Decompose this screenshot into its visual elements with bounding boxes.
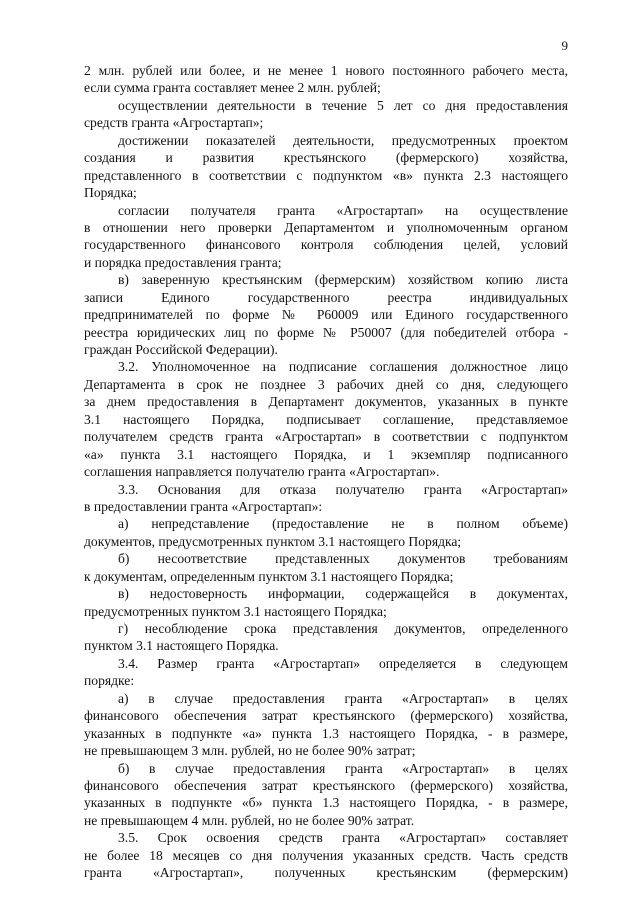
text-line: б) несоответствие представленных документов требованиям [118,551,568,567]
text-line: не превышающем 3 млн. рублей, но не более 90% затрат; [84,743,416,759]
text-line: финансового обеспечения затрат крестьянского (фермерского) хозяйства, [84,708,568,724]
text-line: предпринимателей по форме № Р60009 или Единого государственного [84,307,568,323]
text-line: гранта «Агростартап», полученных крестьянским (фермерским) [84,865,568,881]
text-line: предусмотренных пунктом 3.1 настоящего Порядка; [84,603,387,619]
text-line: 3.1 настоящего Порядка, подписывает соглашение, представляемое [84,411,568,427]
text-line: в предоставлении гранта «Агростартап»: [84,498,323,514]
text-line: пунктом 3.1 настоящего Порядка. [84,638,279,654]
text-line: документов, предусмотренных пунктом 3.1 настоящего Порядка; [84,533,462,549]
text-line: финансового обеспечения затрат крестьянского (фермерского) хозяйства, [84,777,568,793]
text-line: за днем предоставления в Департамент документов, указанных в пункте [84,394,568,410]
text-line: средств гранта «Агростартап»; [84,115,264,131]
text-line: 3.2. Уполномоченное на подписание соглашения должностное лицо [118,359,568,375]
text-line: б) в случае предоставления гранта «Агростартап» в целях [118,760,568,776]
text-line: и порядка предоставления гранта; [84,254,282,270]
text-line: достижении показателей деятельности, предусмотренных проектом [118,132,568,148]
text-line: создания и развития крестьянского (фермерского) хозяйства, [84,150,568,166]
text-line: государственного финансового контроля соблюдения целей, условий [84,237,568,253]
text-line: 3.4. Размер гранта «Агростартап» определяется в следующем [118,655,568,671]
text-line: граждан Российской Федерации). [84,342,278,357]
text-line: если сумма гранта составляет менее 2 млн. рублей; [84,80,381,96]
text-line: указанных в подпункте «а» пункта 1.3 настоящего Порядка, - в размере, [84,725,568,741]
text-line: 3.3. Основания для отказа получателю гранта «Агростартап» [118,481,568,497]
text-line: Департамента в срок не позднее 3 рабочих дней со дня, следующего [84,376,568,392]
text-line: в отношении него проверки Департаментом и уполномоченным органом [84,219,568,235]
text-line: осуществлении деятельности в течение 5 лет со дня предоставления [118,97,568,113]
text-line: порядке: [84,673,135,689]
text-line: а) в случае предоставления гранта «Агростартап» в целях [118,690,568,706]
text-line: в) заверенную крестьянским (фермерским) хозяйством копию листа [118,272,568,288]
text-line: 3.5. Срок освоения средств гранта «Агростартап» составляет [118,830,568,846]
text-line: Порядка; [84,185,137,201]
text-line: «а» пункта 3.1 настоящего Порядка, и 1 экземпляр подписанного [84,446,568,462]
text-line: реестра юридических лиц по форме № Р50007 (для победителей отбора - [84,324,568,340]
text-line: представленного в соответствии с подпунктом «в» пункта 2.3 настоящего [84,167,568,183]
text-line: указанных в подпункте «б» пункта 1.3 настоящего Порядка, - в размере, [84,795,568,811]
text-line: не превышающем 4 млн. рублей, но не более 90% затрат. [84,812,415,828]
text-line: записи Единого государственного реестра индивидуальных [84,289,568,305]
text-line: а) непредставление (предоставление не в полном объеме) [118,516,568,532]
text-line: получателем средств гранта «Агростартап» в соответствии с подпунктом [84,429,568,445]
text-line: соглашения направляется получателю гранта «Агростартап». [84,464,440,480]
document-body [84,62,568,882]
page-number: 9 [561,38,568,53]
text-line: 2 млн. рублей или более, и не менее 1 нового постоянного рабочего места, [84,63,568,78]
text-line: не более 18 месяцев со дня получения указанных средств. Часть средств [84,847,568,863]
text-line: согласии получателя гранта «Агростартап» на осуществление [118,202,568,218]
text-line: в) недостоверность информации, содержащейся в документах, [118,586,568,602]
text-line: г) несоблюдение срока представления документов, определенного [118,621,568,636]
text-line: к документам, определенным пунктом 3.1 настоящего Порядка; [84,568,454,584]
